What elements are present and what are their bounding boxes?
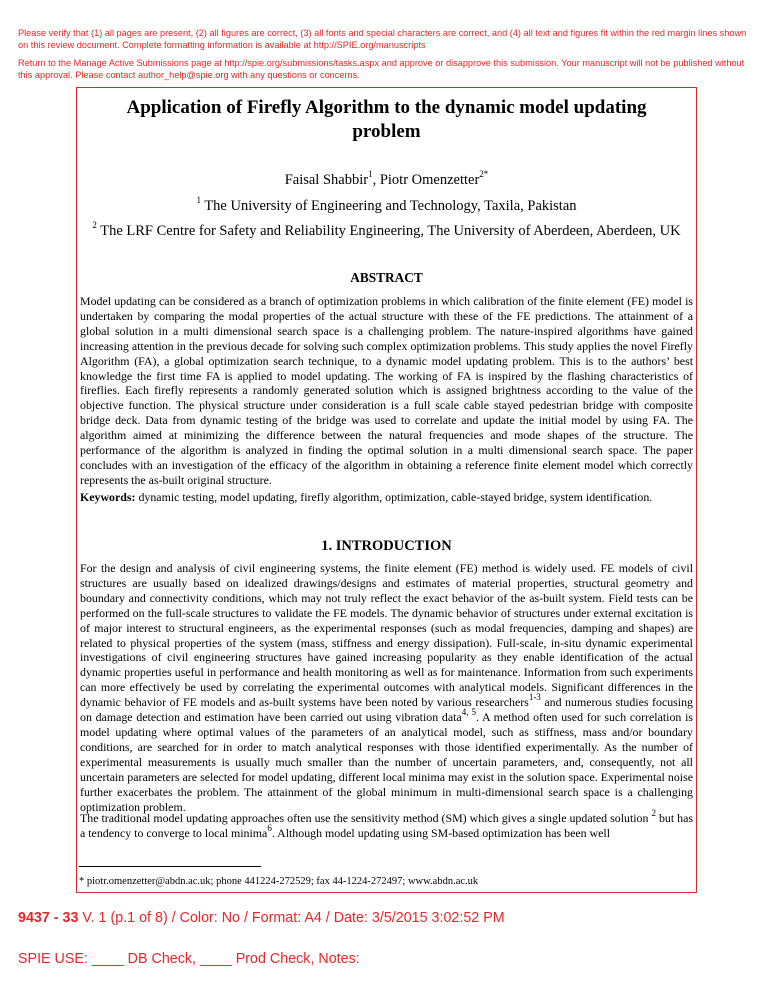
author-2: Piotr Omenzetter: [379, 172, 480, 188]
review-notice-approve: Return to the Manage Active Submissions page at http://spie.org/submissions/tasks.aspx and approve or disapprove this submission. Your manuscript will not be published without this approval. Please contact author_help@spie.org with any questions or concerns.: [18, 58, 745, 80]
paper-id: 9437 - 33: [18, 910, 79, 926]
author-2-affiliation-mark: 2*: [479, 169, 489, 180]
intro-p2-part-c: . Although model updating using SM-based optimization has been well: [271, 825, 611, 840]
author-line: [80, 171, 693, 189]
citation-2: 2: [651, 808, 656, 819]
intro-p1-part-a: For the design and analysis of civil engineering systems, the finite element (FE) method is widely used. FE models of civil structures are usually based on idealized drawings/designs and estimates of material properties, structural geometry and boundary and connectivity conditions, which may not truly reflect the exact behavior of the as-built system. Field tests can be performed on the full-scale structures to validate the FE models. The dynamic behavior of structures under external excitation is of major interest to structural engineers, as the experimental responses (such as modal frequencies, damping and shapes) are related to physical properties of the system (mass, stiffness and energy dissipation). Full-scale, in-situ dynamic experimental investigations of civil engineering structures have gained increasing popularity as they enable identification of the actual dynamic properties useful in performance and health monitoring as well as for maintenance. Information from such experiments can more effectively be used by correlating the experimental outcomes with analytical models. Significant differences in the dynamic behavior of FE models and as-built systems have been noted by various researchers: [80, 561, 693, 710]
footnote: * piotr.omenzetter@abdn.ac.uk; phone 441224-272529; fax 44-1224-272497; www.abdn.ac.uk: [79, 876, 479, 887]
intro-p1-part-c: . A method often used for such correlation is model updating where optimal values of the parameters of an analytical model, such as stiffness, mass and/or boundary conditions, are searched for in order to match analytical responses with those identified experimentally. As the number of experimental measurements is usually much smaller than the number of uncertain parameters, and, consequently, not all uncertain parameters are selected for model updating, different local minima may exist in the solution space. Experimental noise further exacerbates the problem. The attainment of the global minimum in multi-dimensional search space is a challenging optimization problem.: [80, 710, 694, 814]
intro-p1-part-b: and numerous studies focusing on damage detection and estimation have been carried out using vibration data: [80, 695, 693, 725]
citation-4-5: 4, 5: [461, 707, 476, 718]
affiliation-1-text: The University of Engineering and Technology, Taxila, Pakistan: [200, 198, 577, 214]
paper-title: Application of Firefly Algorithm to the dynamic model updating problem: [126, 97, 647, 142]
keywords: [80, 490, 693, 505]
keywords-list: dynamic testing, model updating, firefly algorithm, optimization, cable-stayed bridge, system identification.: [135, 490, 653, 504]
affiliation-1: [80, 197, 693, 215]
abstract-text: Model updating can be considered as a branch of optimization problems in which calibration of the finite element (FE) model is undertaken by comparing the modal properties of the actual structure with these of the FE predictions. The attainment of a global solution in a multi dimensional search space is a challenging problem. The nature-inspired algorithms have gained increasing attention in the previous decade for solving such complex optimization problems. This study applies the novel Firefly Algorithm (FA), a global optimization search technique, to a dynamic model updating problem. This is to the authors’ best knowledge the first time FA is applied to model updating. The working of FA is inspired by the flashing characteristics of fireflies. Each firefly represents a randomly generated solution which is assigned brightness according to the value of the objective function. The physical structure under consideration is a full scale cable stayed pedestrian bridge with composite bridge deck. Data from dynamic testing of the bridge was used to correlate and update the initial model by using FA. The algorithm aimed at minimizing the difference between the natural frequencies and mode shapes of the structure. The performance of the algorithm is analyzed in finding the optimal solution in a multi dimensional search space. The paper concludes with an investigation of the efficacy of the algorithm in obtaining a reference finite element model which correctly represents the as-built original structure.: [80, 294, 693, 487]
affiliation-1-mark: 1: [196, 195, 201, 206]
author-1: Faisal Shabbir: [284, 172, 369, 188]
keywords-label: Keywords:: [80, 490, 136, 504]
citation-6: 6: [267, 822, 272, 833]
intro-p2-part-a: The traditional model updating approaches often use the sensitivity method (SM) which gives a single updated solution: [80, 811, 652, 825]
submission-details: V. 1 (p.1 of 8) / Color: No / Format: A4 / Date: 3/5/2015 3:02:52 PM: [78, 910, 505, 926]
citation-1-3: 1-3: [528, 692, 541, 703]
spie-use-checklist: SPIE USE: ____ DB Check, ____ Prod Check, Notes:: [18, 951, 360, 967]
affiliation-2: [80, 222, 693, 240]
footnote-rule: [79, 866, 261, 867]
affiliation-2-text: The LRF Centre for Safety and Reliability Engineering, The University of Aberdeen, Aberdeen, UK: [96, 223, 681, 239]
author-separator: ,: [372, 172, 380, 188]
submission-info: [18, 910, 505, 926]
affiliation-2-mark: 2: [92, 220, 97, 231]
review-notice-verify: Please verify that (1) all pages are present, (2) all figures are correct, (3) all fonts and special characters are correct, and (4) all text and figures fit within the red margin lines shown on this review document. Complete formatting information is available at http://SPIE.org/manuscripts: [18, 28, 747, 50]
abstract-heading: ABSTRACT: [350, 270, 423, 285]
section-heading-introduction: 1. INTRODUCTION: [321, 538, 452, 554]
intro-paragraph-2: [80, 808, 693, 841]
author-1-affiliation-mark: 1: [368, 169, 373, 180]
intro-p2-part-b: but has a tendency to converge to local minima: [80, 811, 693, 840]
intro-paragraph-1: [80, 561, 693, 814]
